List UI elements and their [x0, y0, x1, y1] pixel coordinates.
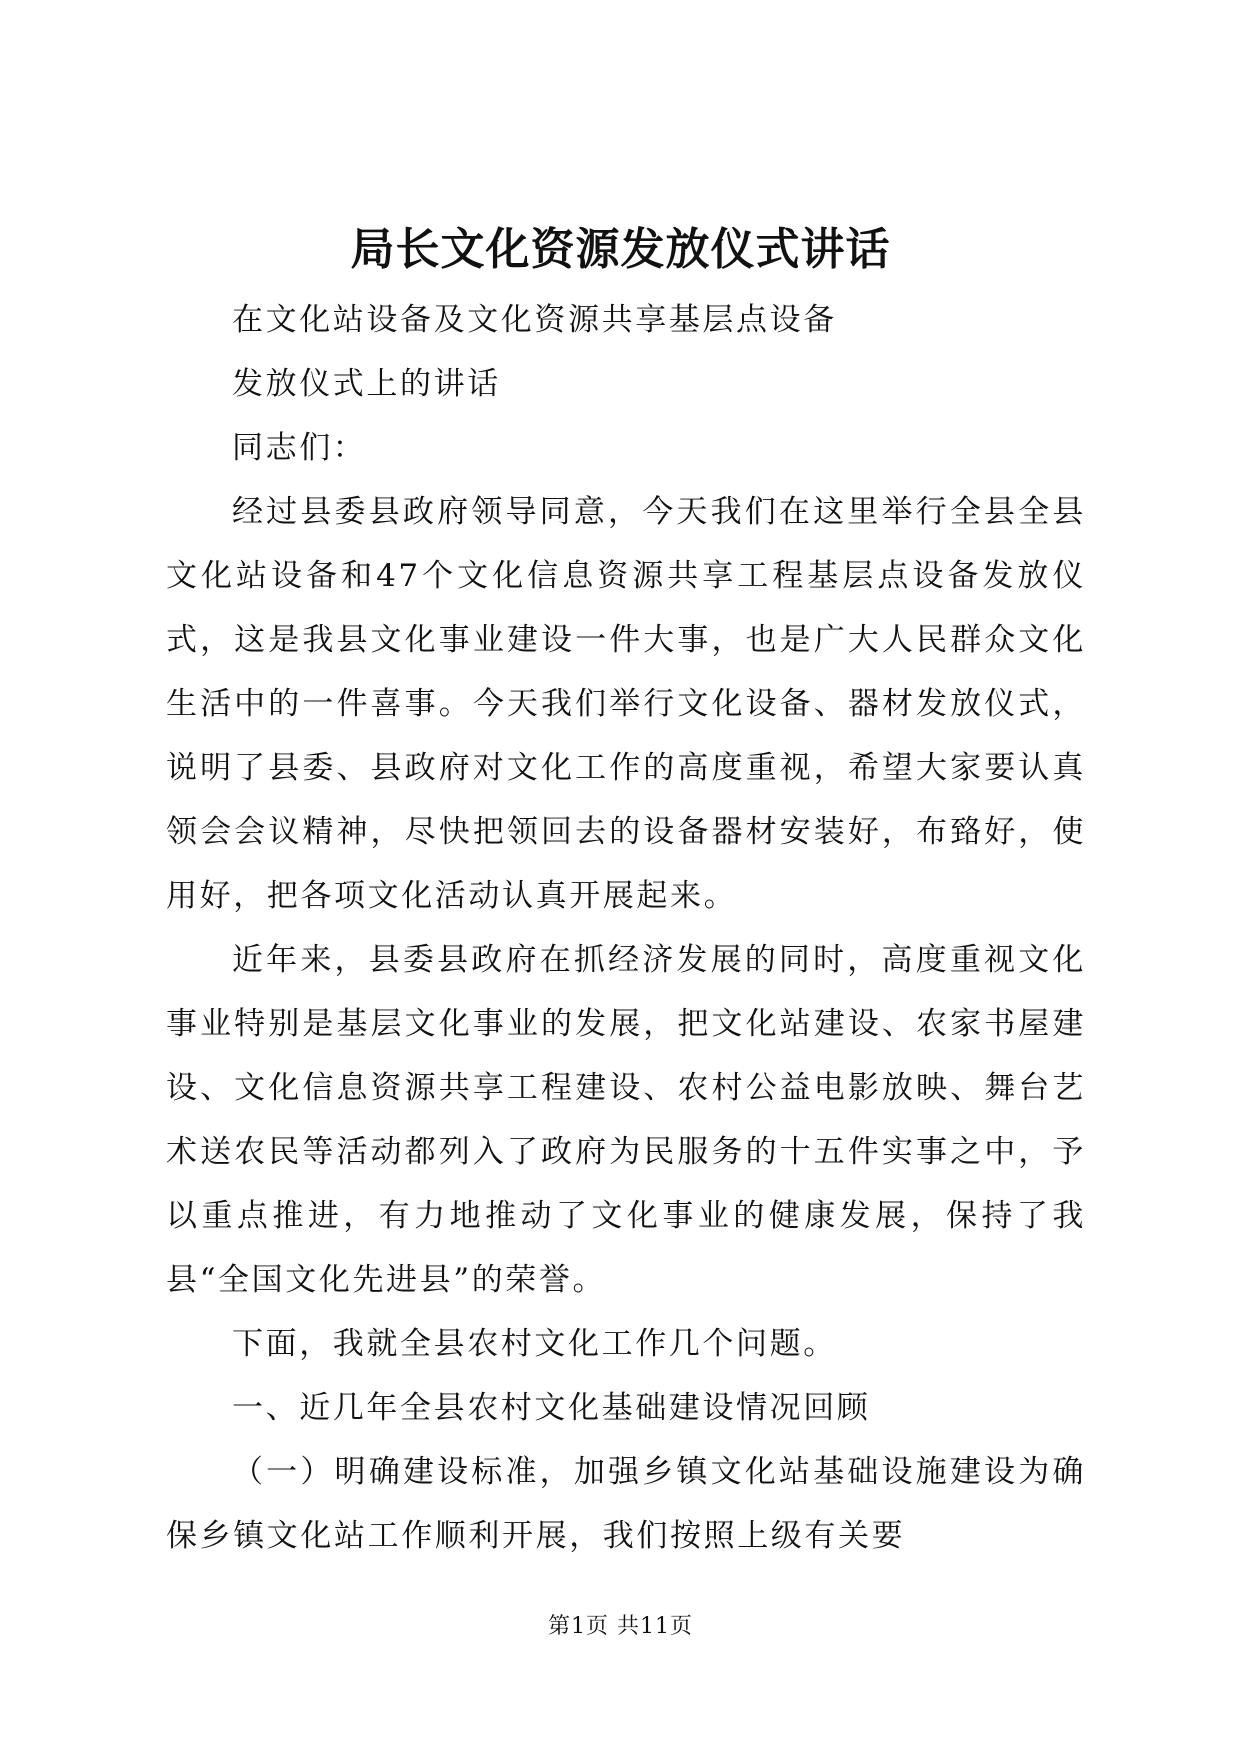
- document-body: [166, 288, 1086, 1568]
- page-number-footer: 第1页 共11页: [548, 1614, 693, 1639]
- document-title: 局长文化资源发放仪式讲话: [350, 224, 891, 275]
- paragraph-body: 下面，我就全县农村文化工作几个问题。: [232, 1326, 837, 1362]
- paragraph-subtitle-1: 在文化站设备及文化资源共享基层点设备: [232, 302, 837, 338]
- section-heading: 一、近几年全县农村文化基础建设情况回顾: [232, 1390, 871, 1426]
- paragraph-subtitle-2: 发放仪式上的讲话: [232, 366, 501, 402]
- paragraph-body: （一）明确建设标准，加强乡镇文化站基础设施建设为确保乡镇文化站工作顺利开展，我们按照上级有关要: [166, 1454, 1086, 1554]
- paragraph-salutation: 同志们：: [232, 430, 367, 466]
- paragraph-body: 近年来，县委县政府在抓经济发展的同时，高度重视文化事业特别是基层文化事业的发展，把文化站建设、农家书屋建设、文化信息资源共享工程建设、农村公益电影放映、舞台艺术送农民等活动都列入了政府为民服务的十五件实事之中，予以重点推进，有力地推动了文化事业的健康发展，保持了我县“全国文化先进县”的荣誉。: [166, 942, 1086, 1298]
- paragraph-body: 经过县委县政府领导同意，今天我们在这里举行全县全县文化站设备和47个文化信息资源共享工程基层点设备发放仪式，这是我县文化事业建设一件大事，也是广大人民群众文化生活中的一件喜事。今天我们举行文化设备、器材发放仪式，说明了县委、县政府对文化工作的高度重视，希望大家要认真领会会议精神，尽快把领回去的设备器材安装好，布臵好，使用好，把各项文化活动认真开展起来。: [166, 494, 1086, 914]
